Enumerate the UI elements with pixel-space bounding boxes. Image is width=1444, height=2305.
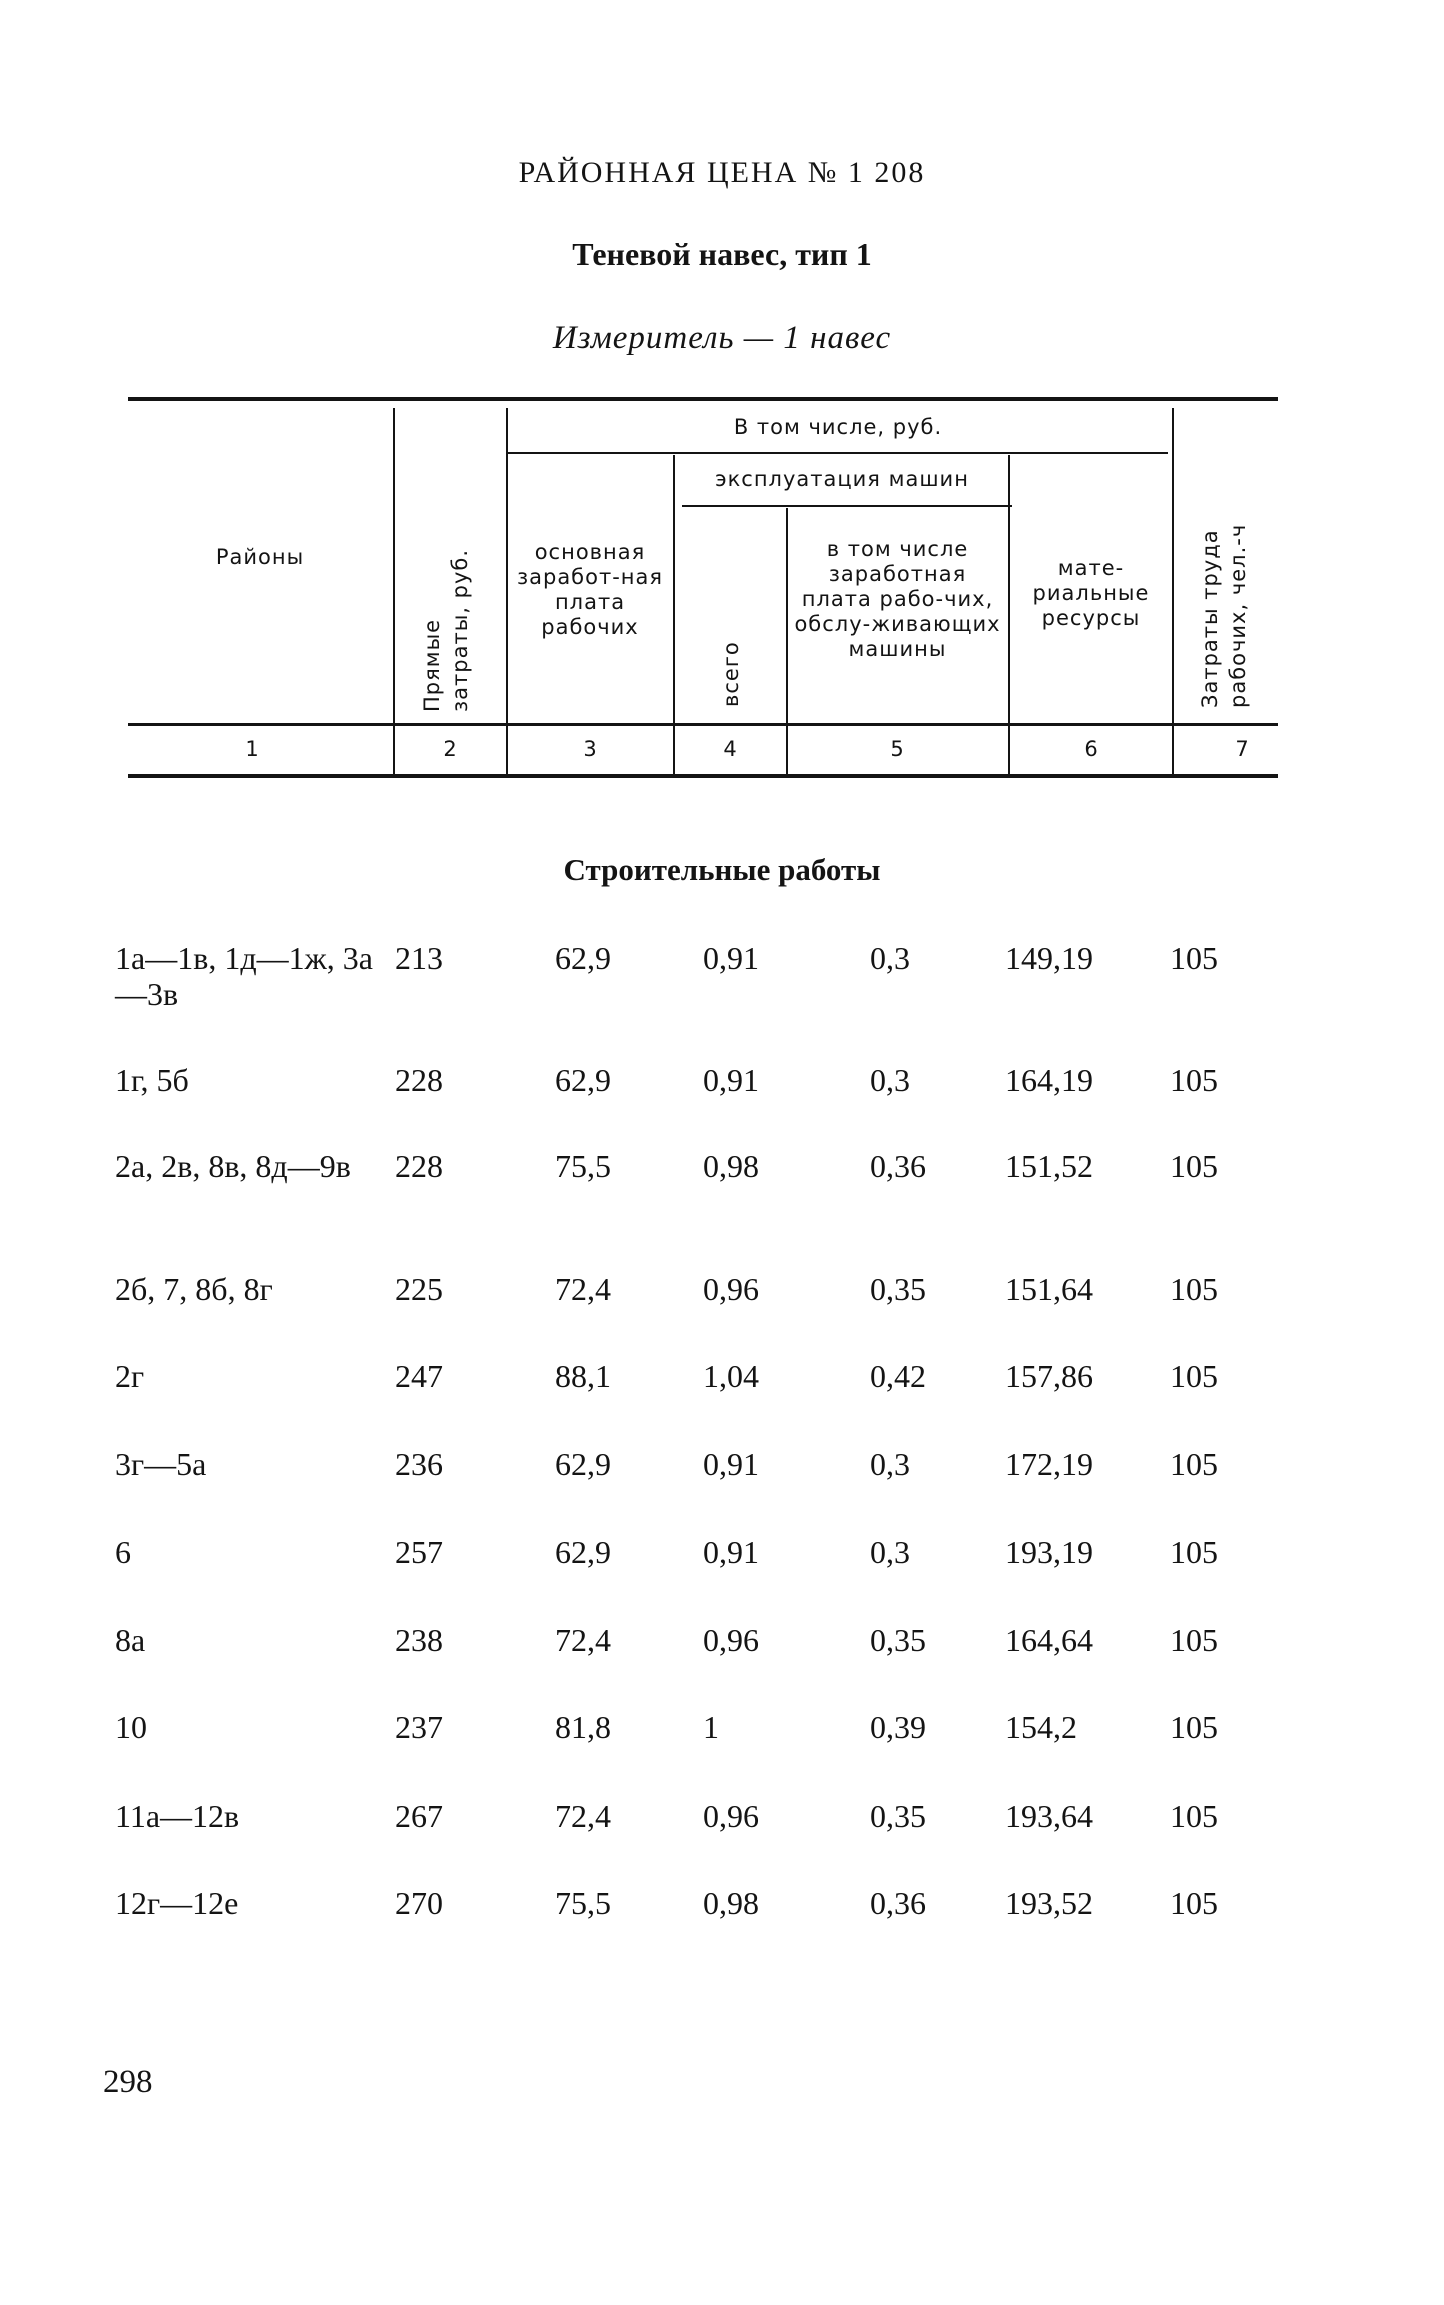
machines-wage-cell: 0,39	[870, 1709, 926, 1745]
machines-total-cell: 1,04	[703, 1358, 759, 1394]
machines-wage-cell: 0,35	[870, 1622, 926, 1658]
direct-costs-cell: 238	[395, 1622, 443, 1658]
col-divider-4	[786, 508, 788, 774]
materials-cell: 164,19	[1005, 1062, 1093, 1098]
base-wage-cell: 75,5	[555, 1885, 611, 1921]
base-wage-cell: 62,9	[555, 1446, 611, 1482]
region-cell: 1г, 5б	[115, 1062, 189, 1098]
machines-wage-cell: 0,3	[870, 1062, 910, 1098]
machines-total-cell: 0,96	[703, 1622, 759, 1658]
column-number-1: 1	[245, 737, 259, 761]
materials-cell: 193,19	[1005, 1534, 1093, 1570]
header-regions: Районы	[215, 545, 305, 569]
base-wage-cell: 72,4	[555, 1271, 611, 1307]
direct-costs-cell: 228	[395, 1062, 443, 1098]
base-wage-cell: 75,5	[555, 1148, 611, 1184]
column-number-7: 7	[1235, 737, 1249, 761]
labor-costs-cell: 105	[1170, 1798, 1218, 1834]
base-wage-cell: 72,4	[555, 1622, 611, 1658]
materials-cell: 151,64	[1005, 1271, 1093, 1307]
base-wage-cell: 88,1	[555, 1358, 611, 1394]
machines-wage-cell: 0,35	[870, 1798, 926, 1834]
direct-costs-cell: 257	[395, 1534, 443, 1570]
header-machines-wage: в том числе заработная плата рабо-чих, обслу-живающих машины	[794, 537, 1001, 661]
materials-cell: 193,64	[1005, 1798, 1093, 1834]
base-wage-cell: 62,9	[555, 1062, 611, 1098]
page-number: 298	[103, 2064, 153, 2100]
labor-costs-cell: 105	[1170, 1534, 1218, 1570]
direct-costs-cell: 236	[395, 1446, 443, 1482]
col-divider-5	[1008, 455, 1010, 774]
header-labor-costs-line1: Затраты труда	[1198, 529, 1222, 708]
region-cell: 12г—12е	[115, 1885, 239, 1921]
direct-costs-cell: 267	[395, 1798, 443, 1834]
labor-costs-cell: 105	[1170, 1446, 1218, 1482]
col-divider-6	[1172, 408, 1174, 774]
machines-total-cell: 0,96	[703, 1271, 759, 1307]
machines-wage-cell: 0,35	[870, 1271, 926, 1307]
direct-costs-cell: 228	[395, 1148, 443, 1184]
column-number-3: 3	[583, 737, 597, 761]
machines-total-cell: 0,98	[703, 1885, 759, 1921]
column-number-5: 5	[890, 737, 904, 761]
machines-total-cell: 0,91	[703, 1446, 759, 1482]
header-including-group: В том числе, руб.	[733, 415, 943, 439]
materials-cell: 193,52	[1005, 1885, 1093, 1921]
machines-wage-cell: 0,42	[870, 1358, 926, 1394]
machines-wage-cell: 0,3	[870, 1534, 910, 1570]
direct-costs-cell: 213	[395, 940, 443, 976]
machines-total-cell: 0,91	[703, 1534, 759, 1570]
region-cell: 8а	[115, 1622, 146, 1658]
region-cell: 6	[115, 1534, 131, 1570]
region-cell: 1а—1в, 1д—1ж, 3а—3в	[115, 940, 373, 1012]
region-cell: 3г—5а	[115, 1446, 207, 1482]
header-direct-costs	[418, 549, 474, 712]
materials-cell: 151,52	[1005, 1148, 1093, 1184]
region-cell: 2б, 7, 8б, 8г	[115, 1271, 273, 1307]
labor-costs-cell: 105	[1170, 1271, 1218, 1307]
region-cell: 11а—12в	[115, 1798, 240, 1834]
header-labor-costs-line2: рабочих, чел.-ч	[1226, 523, 1250, 708]
header-materials: мате-риальные ресурсы	[1032, 556, 1150, 630]
labor-costs-cell: 105	[1170, 1622, 1218, 1658]
labor-costs-cell: 105	[1170, 940, 1218, 976]
group-rule	[508, 452, 1168, 454]
direct-costs-cell: 270	[395, 1885, 443, 1921]
column-number-2: 2	[443, 737, 457, 761]
machines-total-cell: 0,91	[703, 1062, 759, 1098]
section-title: Строительные работы	[563, 852, 881, 887]
measure-unit: Измеритель — 1 навес	[552, 320, 892, 356]
materials-cell: 149,19	[1005, 940, 1093, 976]
materials-cell: 172,19	[1005, 1446, 1093, 1482]
materials-cell: 157,86	[1005, 1358, 1093, 1394]
materials-cell: 154,2	[1005, 1709, 1077, 1745]
labor-costs-cell: 105	[1170, 1885, 1218, 1921]
machines-total-cell: 1	[703, 1709, 719, 1745]
base-wage-cell: 62,9	[555, 1534, 611, 1570]
table-top-rule	[128, 397, 1278, 401]
header-base-wage: основная заработ-ная плата рабочих	[516, 540, 664, 639]
machines-total-cell: 0,91	[703, 940, 759, 976]
machines-wage-cell: 0,36	[870, 1885, 926, 1921]
column-number-6: 6	[1084, 737, 1098, 761]
direct-costs-cell: 237	[395, 1709, 443, 1745]
col-divider-2	[506, 408, 508, 774]
base-wage-cell: 62,9	[555, 940, 611, 976]
region-cell: 10	[115, 1709, 147, 1745]
header-machines-group: эксплуатация машин	[715, 467, 969, 491]
labor-costs-cell: 105	[1170, 1709, 1218, 1745]
machines-total-cell: 0,96	[703, 1798, 759, 1834]
header-direct-costs-line1: Прямые	[420, 618, 444, 712]
numbers-top-rule	[128, 723, 1278, 726]
base-wage-cell: 72,4	[555, 1798, 611, 1834]
machines-wage-cell: 0,3	[870, 940, 910, 976]
col-divider-3	[673, 455, 675, 774]
labor-costs-cell: 105	[1170, 1358, 1218, 1394]
direct-costs-cell: 247	[395, 1358, 443, 1394]
machines-rule	[682, 505, 1012, 507]
page-title: РАЙОННАЯ ЦЕНА № 1 208	[518, 156, 926, 189]
region-cell: 2а, 2в, 8в, 8д—9в	[115, 1148, 351, 1184]
table-bottom-rule	[128, 774, 1278, 778]
machines-total-cell: 0,98	[703, 1148, 759, 1184]
header-direct-costs-line2: затраты, руб.	[448, 548, 472, 712]
region-cell: 2г	[115, 1358, 145, 1394]
header-labor-costs	[1196, 524, 1252, 708]
column-number-4: 4	[723, 737, 737, 761]
base-wage-cell: 81,8	[555, 1709, 611, 1745]
machines-wage-cell: 0,3	[870, 1446, 910, 1482]
page-subtitle: Теневой навес, тип 1	[572, 236, 872, 272]
header-machines-total-label: всего	[719, 641, 743, 707]
materials-cell: 164,64	[1005, 1622, 1093, 1658]
header-machines-total	[717, 641, 745, 707]
col-divider-1	[393, 408, 395, 774]
machines-wage-cell: 0,36	[870, 1148, 926, 1184]
labor-costs-cell: 105	[1170, 1062, 1218, 1098]
labor-costs-cell: 105	[1170, 1148, 1218, 1184]
direct-costs-cell: 225	[395, 1271, 443, 1307]
